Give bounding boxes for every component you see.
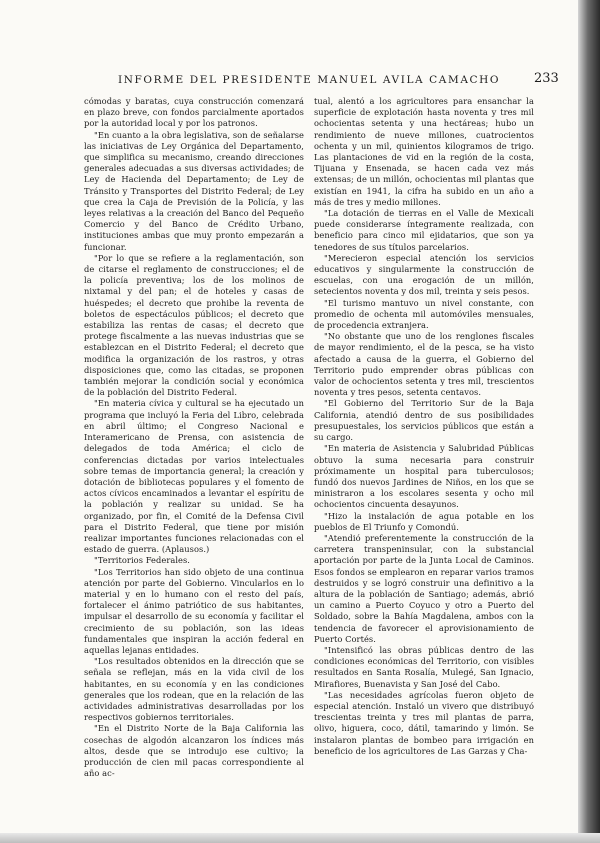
paragraph: "El Gobierno del Territorio Sur de la Baja California, atendió dentro de sus posibilidades presupuestales, los servicios públicos que están a su cargo. [314, 398, 534, 443]
paragraph: "No obstante que uno de los renglones fiscales de mayor rendimiento, el de la pesca, se ha visto afectado a causa de la guerra, el Gobierno del Territorio pudo emprender obras públicas con valor de ochocientos setenta y tres mil, trescientos noventa y tres pesos, setenta centavos. [314, 331, 534, 398]
paragraph: "Intensificó las obras públicas dentro de las condiciones económicas del Territorio, con visibles resultados en Santa Rosalía, Mulegé, San Ignacio, Mirafiores, Buenavista y San José del Cabo. [314, 644, 534, 689]
right-text-column [314, 96, 534, 757]
paragraph: "Las necesidades agrícolas fueron objeto de especial atención. Instaló un vivero que distribuyó trescientas treinta y tres mil plantas de parra, olivo, higuera, coco, dátil, tamarindo y limón. Se instalaron plantas de bombeo para irrigación en beneficio de los agricultores de Las Garzas y Cha- [314, 689, 534, 756]
page-number: 233 [534, 71, 559, 86]
running-title: INFORME DEL PRESIDENTE MANUEL AVILA CAMACHO [118, 74, 501, 86]
paragraph: "En materia cívica y cultural se ha ejecutado un programa que incluyó la Feria del Libro, celebrada en abril último; el Congreso Nacional e Interamericano de Prensa, con asistencia de delegados de toda América; el ciclo de conferencias dictadas por varios intelectuales sobre temas de importancia general; la creación y dotación de bibliotecas populares y el fomento de actos cívicos encaminados a levantar el espíritu de la población y realizar su unidad. Se ha organizado, por fin, el Comité de la Defensa Civil para el Distrito Federal, que tiene por misión realizar importantes funciones relacionadas con el estado de guerra. (Aplausos.) [84, 398, 304, 555]
paragraph: "El turismo mantuvo un nivel constante, con promedio de ochenta mil automóviles mensuales, de procedencia extranjera. [314, 297, 534, 331]
paragraph: "Los resultados obtenidos en la dirección que se señala se reflejan, más en la vida civil de los habitantes, en su economía y en las condiciones generales que los rodean, que en la relación de las actividades administrativas desarrolladas por los respectivos gobiernos territoriales. [84, 656, 304, 723]
paragraph: "En el Distrito Norte de la Baja California las cosechas de algodón alcanzaron los índices más altos, desde que se introdujo ese cultivo; la producción de cien mil pacas correspondiente al año ac- [84, 723, 304, 779]
paragraph: "Los Territorios han sido objeto de una continua atención por parte del Gobierno. Vincularlos en lo material y en lo humano con el resto del país, fortalecer el ánimo patriótico de sus habitantes, impulsar el desarrollo de su economía y facilitar el crecimiento de su población, son las ideas fundamentales que inspiran la acción federal en aquellas lejanas entidades. [84, 566, 304, 655]
paragraph: "Hizo la instalación de agua potable en los pueblos de El Triunfo y Comondú. [314, 510, 534, 532]
scan-bottom-edge [0, 833, 600, 843]
paragraph: cómodas y baratas, cuya construcción comenzará en plazo breve, con fondos parcialmente aportados por la autoridad local y por los patronos. [84, 96, 304, 129]
scan-page-edge [578, 0, 600, 843]
paragraph: tual, alentó a los agricultores para ensanchar la superficie de explotación hasta noventa y tres mil ochocientas setenta y una hectáreas; hubo un rendimiento de nueve millones, cuatrocientos ochenta y un mil, quinientos kilogramos de trigo. Las plantaciones de vid en la región de la costa, Tijuana y Ensenada, se hacen cada vez más extensas; de un millón, ochocientas mil plantas que existían en 1941, la cifra ha subido en un año a más de tres y medio millones. [314, 96, 534, 207]
section-heading: "Territorios Federales. [94, 555, 190, 566]
left-text-column [84, 96, 304, 779]
paragraph: "En materia de Asistencia y Salubridad Públicas obtuvo la suma necesaria para construir próximamente un hospital para tuberculosos; fundó dos nuevos Jardines de Niños, en los que se ministraron a los escolares sesenta y ocho mil ochocientos cincuenta desayunos. [314, 443, 534, 510]
paragraph: "La dotación de tierras en el Valle de Mexicali puede considerarse íntegramente realizada, con beneficio para cinco mil ejidatarios, que son ya tenedores de sus títulos parcelarios. [314, 208, 534, 252]
paragraph: "En cuanto a la obra legislativa, son de señalarse las iniciativas de Ley Orgánica del Departamento, que simplifica su mecanismo, creando direcciones generales adecuadas a sus diversas actividades; de Ley de Hacienda del Departamento; de Ley de Tránsito y Transportes del Distrito Federal; de Ley que crea la Caja de Previsión de la Policía, y las leyes relativas a la creación del Banco del Pequeño Comercio y del Banco de Crédito Urbano, instituciones ambas que muy pronto empezarán a funcionar. [84, 129, 304, 252]
paragraph: "Atendió preferentemente la construcción de la carretera transpeninsular, con la substancial aportación por parte de la Junta Local de Caminos. Esos fondos se emplearon en reparar varios tramos destruidos y se logró construir una definitivo a la altura de la población de Santiago; además, abrió un camino a Puerto Coyuco y otro a Puerto del Soldado, sobre la Bahía Magdalena, ambos con la tendencia de favorecer el aprovisionamiento de Puerto Cortés. [314, 532, 534, 644]
paragraph: "Por lo que se refiere a la reglamentación, son de citarse el reglamento de construcciones; el de la policía preventiva; los de los molinos de nixtamal y del pan; el de hoteles y casas de huéspedes; el decreto que prohibe la reventa de boletos de espectáculos públicos; el decreto que estabiliza las rentas de casas; el decreto que protege fiscalmente a las nuevas industrias que se establezcan en el Distrito Federal; el decreto que modifica la organización de los rastros, y otras disposiciones que, como las citadas, se proponen también mejorar la condición social y económica de la población del Distrito Federal. [84, 252, 304, 398]
paragraph: "Merecieron especial atención los servicios educativos y singularmente la construcción de escuelas, con una erogación de un millón, setecientos noventa y dos mil, treinta y seis pesos. [314, 252, 534, 297]
